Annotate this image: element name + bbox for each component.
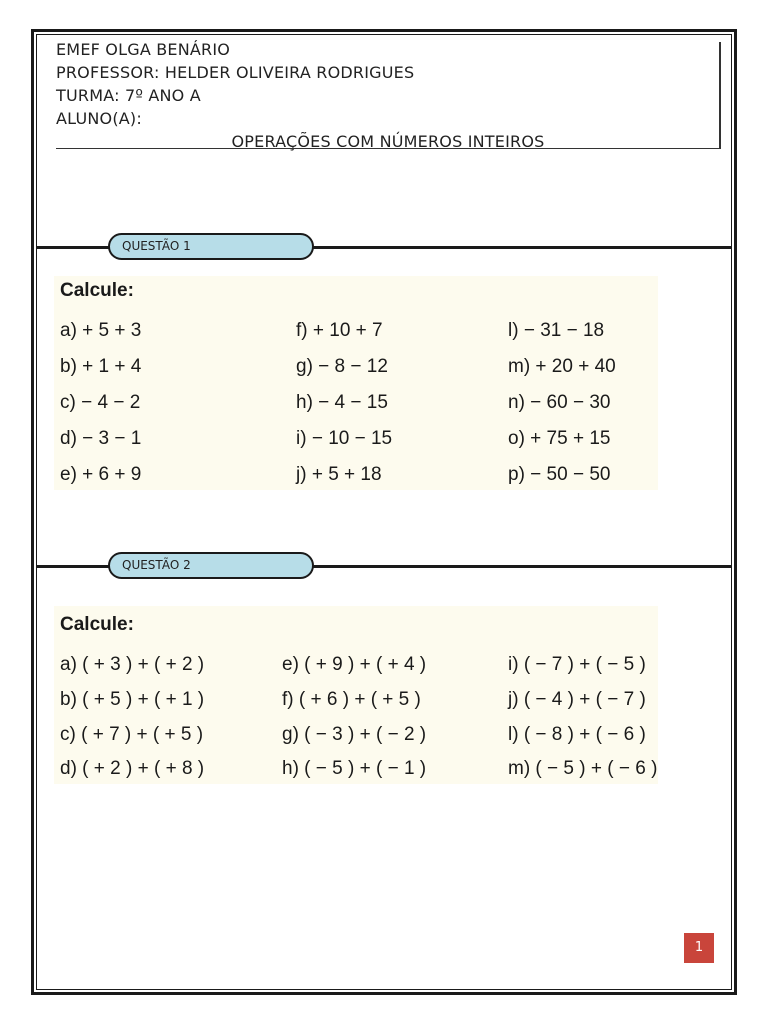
exercise-item: m) + 20 + 40 xyxy=(508,356,616,377)
worksheet-title: OPERAÇÕES COM NÚMEROS INTEIROS xyxy=(231,132,545,151)
exercise-item: e) + 6 + 9 xyxy=(60,464,142,485)
exercise-item: a) + 5 + 3 xyxy=(60,320,142,341)
exercise-item: l) − 31 − 18 xyxy=(508,320,605,341)
exercise-item: e) ( + 9 ) + ( + 4 ) xyxy=(282,654,427,675)
student-field: ALUNO(A): xyxy=(56,109,142,128)
exercise-item: l) ( − 8 ) + ( − 6 ) xyxy=(508,724,646,745)
question-2-instruction: Calcule: xyxy=(60,614,134,635)
exercise-item: h) − 4 − 15 xyxy=(296,392,388,413)
exercise-item: o) + 75 + 15 xyxy=(508,428,611,449)
exercise-item: f) ( + 6 ) + ( + 5 ) xyxy=(282,689,421,710)
question-2-exercise xyxy=(54,606,658,784)
worksheet-header xyxy=(56,38,720,153)
exercise-item: p) − 50 − 50 xyxy=(508,464,611,485)
header-right-rule xyxy=(719,42,721,149)
exercise-item: n) − 60 − 30 xyxy=(508,392,611,413)
exercise-item: b) + 1 + 4 xyxy=(60,356,142,377)
question-1-tab: QUESTÃO 1 xyxy=(108,233,314,260)
school-name: EMEF OLGA BENÁRIO xyxy=(56,40,231,59)
question-1-exercise xyxy=(54,276,658,490)
exercise-item: h) ( − 5 ) + ( − 1 ) xyxy=(282,758,427,779)
exercise-item: g) ( − 3 ) + ( − 2 ) xyxy=(282,724,427,745)
question-1-instruction: Calcule: xyxy=(60,280,134,301)
exercise-item: f) + 10 + 7 xyxy=(296,320,383,341)
exercise-item: j) ( − 4 ) + ( − 7 ) xyxy=(508,689,646,710)
exercise-item: i) ( − 7 ) + ( − 5 ) xyxy=(508,654,646,675)
exercise-item: c) ( + 7 ) + ( + 5 ) xyxy=(60,724,204,745)
exercise-item: a) ( + 3 ) + ( + 2 ) xyxy=(60,654,205,675)
exercise-item: m) ( − 5 ) + ( − 6 ) xyxy=(508,758,658,779)
exercise-item: j) + 5 + 18 xyxy=(296,464,382,485)
exercise-item: c) − 4 − 2 xyxy=(60,392,141,413)
page-frame-inner xyxy=(36,34,732,990)
exercise-item: i) − 10 − 15 xyxy=(296,428,393,449)
teacher-name: PROFESSOR: HELDER OLIVEIRA RODRIGUES xyxy=(56,63,415,82)
class-name: TURMA: 7º ANO A xyxy=(56,86,201,105)
header-bottom-rule xyxy=(56,148,721,149)
page-number-badge: 1 xyxy=(684,933,714,963)
exercise-item: b) ( + 5 ) + ( + 1 ) xyxy=(60,689,205,710)
exercise-item: d) ( + 2 ) + ( + 8 ) xyxy=(60,758,205,779)
exercise-item: g) − 8 − 12 xyxy=(296,356,388,377)
exercise-item: d) − 3 − 1 xyxy=(60,428,142,449)
question-2-tab: QUESTÃO 2 xyxy=(108,552,314,579)
